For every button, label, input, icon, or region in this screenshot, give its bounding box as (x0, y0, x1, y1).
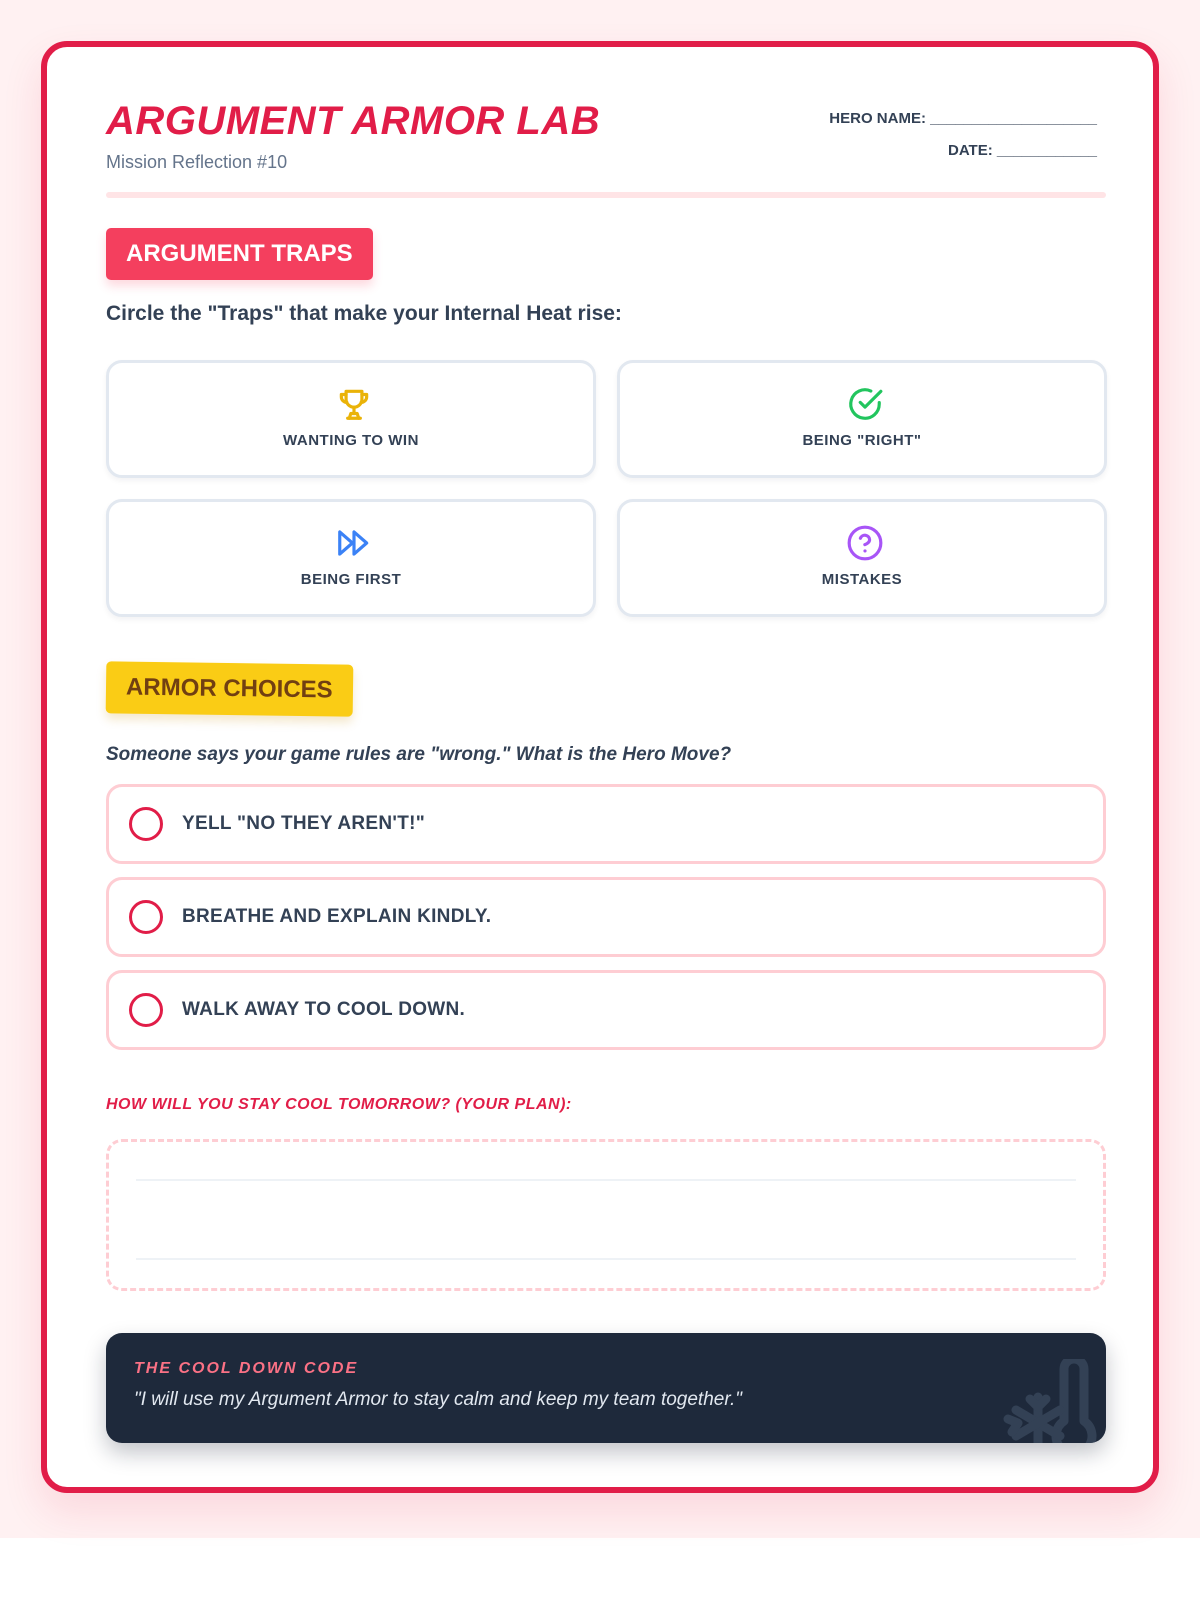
check-circle-icon (846, 385, 884, 423)
trap-label: BEING "RIGHT" (802, 432, 922, 449)
armor-question: Someone says your game rules are "wrong." What is the Hero Move? (106, 744, 732, 765)
trophy-icon (335, 385, 373, 423)
date-blank[interactable]: ____________ (996, 142, 1097, 159)
traps-prompt: Circle the "Traps" that make your Internal Heat rise: (106, 302, 622, 325)
radio-circle[interactable] (129, 900, 163, 934)
student-info (829, 103, 1097, 167)
help-circle-icon (846, 524, 884, 562)
hero-name-field[interactable] (829, 103, 1097, 135)
armor-option[interactable] (106, 784, 1106, 864)
writing-line (136, 1179, 1076, 1181)
trap-card-being-right[interactable] (617, 360, 1107, 478)
thermometer-snowflake-icon (1002, 1359, 1102, 1443)
radio-circle[interactable] (129, 993, 163, 1027)
trap-card-mistakes[interactable] (617, 499, 1107, 617)
fast-forward-icon (335, 524, 373, 562)
hero-name-label: HERO NAME: (829, 110, 926, 127)
trap-card-wanting-to-win[interactable] (106, 360, 596, 478)
trap-label: MISTAKES (821, 571, 903, 588)
armor-heading: ARMOR CHOICES (106, 661, 353, 716)
trap-label: WANTING TO WIN (283, 432, 419, 449)
armor-option[interactable] (106, 970, 1106, 1050)
traps-heading: ARGUMENT TRAPS (106, 228, 373, 280)
trap-label: BEING FIRST (300, 571, 402, 588)
hero-name-blank[interactable]: ____________________ (930, 110, 1097, 127)
option-label: BREATHE AND EXPLAIN KINDLY. (182, 906, 492, 927)
radio-circle[interactable] (129, 807, 163, 841)
code-title: THE COOL DOWN CODE (134, 1360, 359, 1377)
code-quote: "I will use my Argument Armor to stay calm and keep my team together." (134, 1389, 742, 1410)
armor-option[interactable] (106, 877, 1106, 957)
plan-writing-area[interactable] (106, 1139, 1106, 1291)
date-label: DATE: (948, 142, 993, 159)
trap-card-being-first[interactable] (106, 499, 596, 617)
page-subtitle: Mission Reflection #10 (106, 152, 288, 172)
header-divider (106, 192, 1106, 198)
cool-down-code-panel (106, 1333, 1106, 1443)
page-title: ARGUMENT ARMOR LAB (106, 99, 601, 143)
plan-label: HOW WILL YOU STAY COOL TOMORROW? (YOUR PLAN): (106, 1096, 572, 1113)
writing-line (136, 1258, 1076, 1260)
option-label: YELL "NO THEY AREN'T!" (182, 813, 426, 834)
option-label: WALK AWAY TO COOL DOWN. (182, 999, 466, 1020)
date-field[interactable] (829, 135, 1097, 167)
worksheet-card (41, 41, 1159, 1493)
